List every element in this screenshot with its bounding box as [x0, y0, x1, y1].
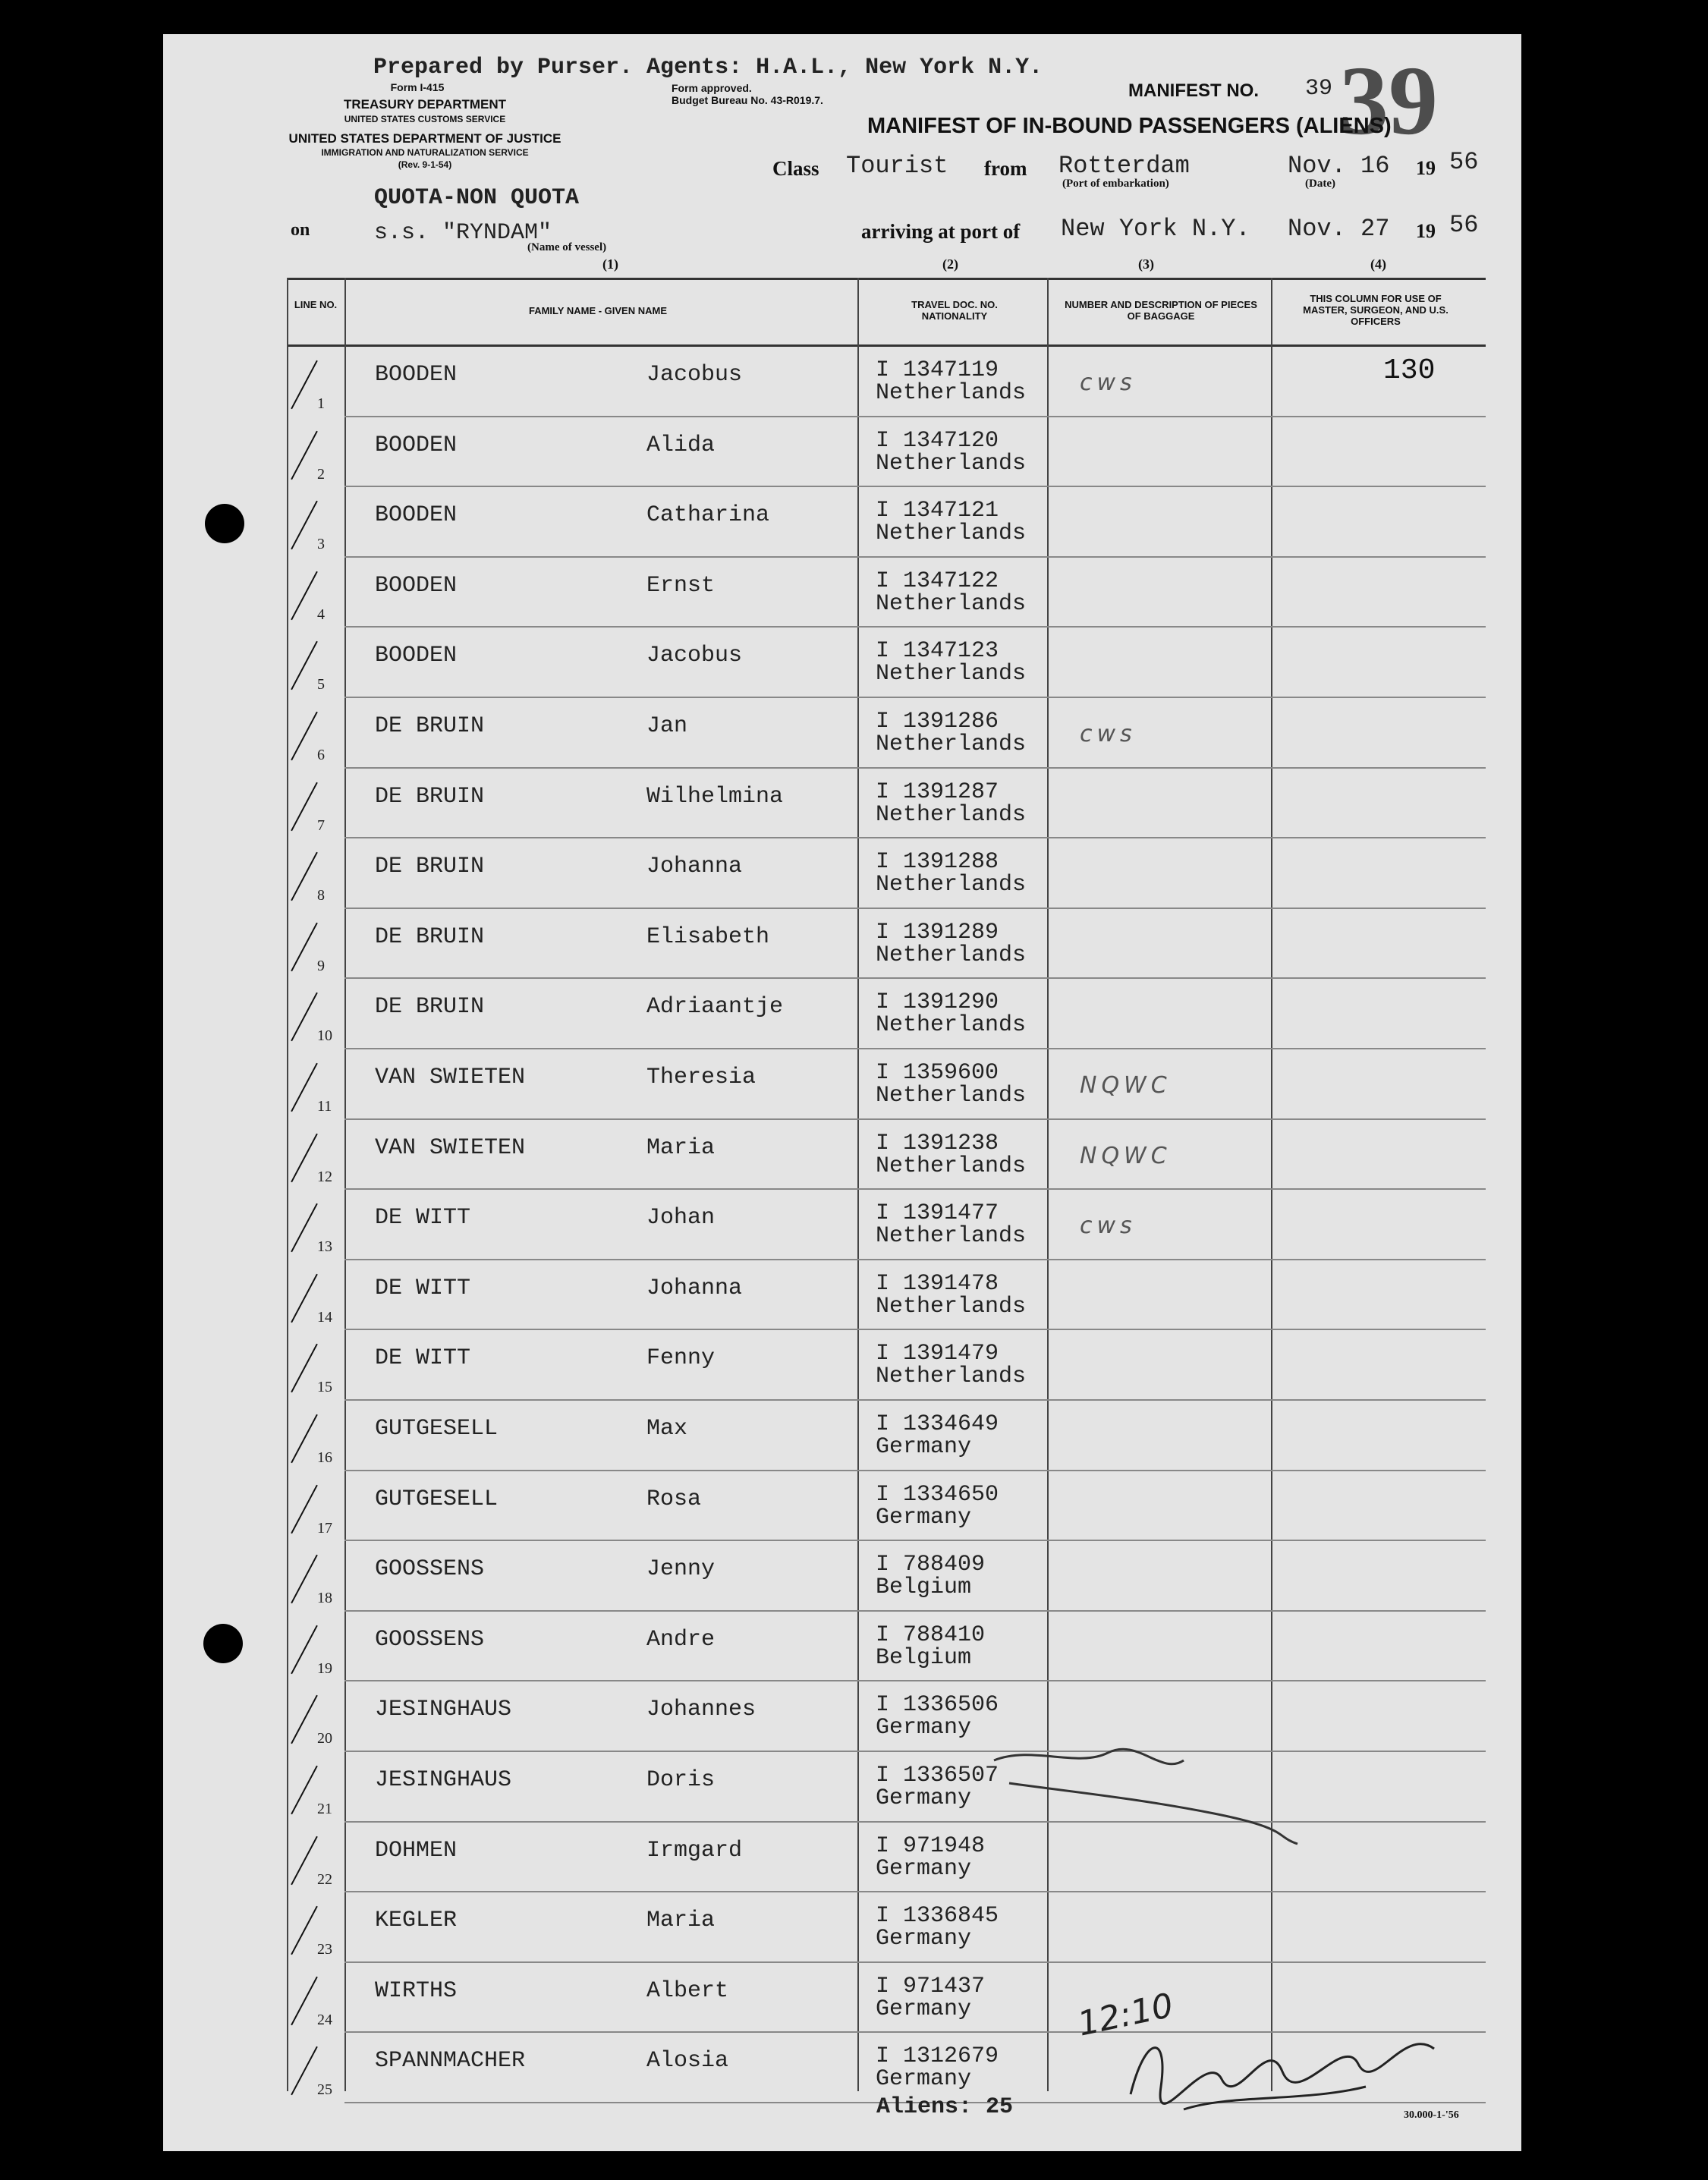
arrival-year: 56: [1449, 211, 1479, 239]
line-number: 5: [317, 676, 325, 694]
family-name: BOODEN: [375, 572, 458, 599]
table-row: [287, 909, 1486, 980]
family-name: GOOSSENS: [375, 1556, 485, 1583]
revision: (Rev. 9-1-54): [398, 159, 452, 170]
line-number: 12: [317, 1168, 332, 1185]
officer-note: 130: [1383, 354, 1436, 387]
travel-doc-no: I 1391288: [876, 849, 999, 876]
nationality: Netherlands: [876, 1364, 1027, 1390]
family-name: SPANNMACHER: [375, 2048, 526, 2075]
family-name: BOODEN: [375, 432, 458, 458]
header-travel-doc: TRAVEL DOC. NO. NATIONALITY: [911, 299, 998, 322]
nationality: Germany: [876, 1434, 972, 1460]
nationality: Belgium: [876, 1574, 972, 1601]
prepared-by-line: Prepared by Purser. Agents: H.A.L., New York N.Y.: [373, 55, 1043, 80]
nationality: Netherlands: [876, 872, 1027, 898]
column-2-number: (2): [942, 256, 958, 272]
immigration-service: IMMIGRATION AND NATURALIZATION SERVICE: [321, 147, 529, 158]
nationality: Netherlands: [876, 450, 1027, 477]
line-number: 2: [317, 465, 325, 483]
given-name: Max: [646, 1416, 688, 1442]
travel-doc-no: I 1391286: [876, 709, 999, 735]
family-name: DE BRUIN: [375, 923, 485, 950]
table-row: [287, 1892, 1486, 1963]
check-mark-icon: [291, 1766, 318, 1815]
given-name: Andre: [646, 1626, 716, 1653]
check-mark-icon: [291, 571, 318, 621]
nationality: Netherlands: [876, 1083, 1027, 1109]
arrival-date: Nov. 27: [1288, 215, 1390, 243]
departure-year: 56: [1449, 148, 1479, 176]
stamp-scribble-icon: [986, 1738, 1305, 1859]
handwritten-time: 12:10: [1074, 1986, 1177, 2044]
table-row: [287, 1260, 1486, 1331]
nationality: Germany: [876, 1715, 972, 1741]
check-mark-icon: [291, 1695, 318, 1744]
line-number: 25: [317, 2081, 332, 2099]
family-name: BOODEN: [375, 502, 458, 529]
family-name: JESINGHAUS: [375, 1767, 512, 1793]
line-number: 22: [317, 1870, 332, 1888]
manifest-no-stamp: 39: [1339, 46, 1438, 156]
check-mark-icon: [291, 1133, 318, 1182]
travel-doc-no: I 1347123: [876, 638, 999, 665]
line-number: 15: [317, 1379, 332, 1396]
travel-doc-no: I 1336507: [876, 1763, 999, 1788]
travel-doc-no: I 971437: [876, 1973, 986, 1999]
table-row: [287, 558, 1486, 628]
given-name: Fenny: [646, 1345, 716, 1372]
check-mark-icon: [291, 360, 318, 410]
signature-icon: [1115, 2003, 1449, 2117]
given-name: Alida: [646, 432, 716, 458]
table-row: [287, 1541, 1486, 1612]
baggage-note: cws: [1080, 370, 1137, 396]
given-name: Irmgard: [646, 1837, 743, 1864]
line-number: 20: [317, 1730, 332, 1747]
nationality: Germany: [876, 2066, 972, 2093]
nationality: Netherlands: [876, 801, 1027, 828]
nationality: Germany: [876, 1504, 972, 1530]
nationality: Netherlands: [876, 1012, 1027, 1039]
check-mark-icon: [291, 1836, 318, 1885]
check-mark-icon: [291, 1555, 318, 1604]
line-number: 16: [317, 1449, 332, 1466]
punch-hole-top: [205, 504, 244, 543]
table-row: [287, 1330, 1486, 1401]
date-caption: (Date): [1305, 178, 1335, 190]
table-row: [287, 838, 1486, 909]
table-row: [287, 769, 1486, 839]
customs-service: UNITED STATES CUSTOMS SERVICE: [344, 114, 506, 124]
check-mark-icon: [291, 1484, 318, 1534]
given-name: Doris: [646, 1767, 716, 1793]
arriving-label: arriving at port of: [861, 220, 1021, 243]
family-name: DE WITT: [375, 1205, 471, 1232]
travel-doc-no: I 788409: [876, 1552, 986, 1578]
family-name: GOOSSENS: [375, 1626, 485, 1653]
travel-doc-no: I 971948: [876, 1832, 986, 1859]
family-name: DE BRUIN: [375, 783, 485, 810]
given-name: Johanna: [646, 854, 743, 880]
manifest-no-value: 39: [1305, 76, 1333, 102]
nationality: Belgium: [876, 1644, 972, 1671]
manifest-no-label: MANIFEST NO.: [1128, 80, 1259, 101]
nationality: Netherlands: [876, 1223, 1027, 1250]
check-mark-icon: [291, 852, 318, 901]
given-name: Johanna: [646, 1275, 743, 1301]
travel-doc-no: I 1347120: [876, 427, 999, 454]
line-number: 6: [317, 747, 325, 763]
vessel-name: s.s. "RYNDAM": [374, 220, 552, 246]
on-label: on: [291, 220, 310, 240]
check-mark-icon: [291, 1063, 318, 1112]
check-mark-icon: [291, 641, 318, 690]
family-name: VAN SWIETEN: [375, 1065, 526, 1090]
given-name: Johan: [646, 1205, 716, 1232]
aliens-count: Aliens: 25: [876, 2094, 1014, 2120]
family-name: JESINGHAUS: [375, 1697, 512, 1723]
quota-line: QUOTA-NON QUOTA: [374, 185, 580, 211]
travel-doc-no: I 1347122: [876, 568, 999, 594]
port-of-embarkation: Rotterdam: [1058, 152, 1190, 180]
line-number: 1: [317, 395, 325, 412]
header-baggage: NUMBER AND DESCRIPTION OF PIECES OF BAGGAGE: [1065, 299, 1257, 322]
nationality: Netherlands: [876, 590, 1027, 617]
check-mark-icon: [291, 1203, 318, 1253]
class-label: Class: [772, 157, 819, 180]
line-number: 8: [317, 887, 325, 904]
header-name: FAMILY NAME - GIVEN NAME: [528, 305, 668, 316]
table-row: [287, 417, 1486, 488]
family-name: VAN SWIETEN: [375, 1134, 526, 1161]
given-name: Elisabeth: [646, 923, 770, 950]
table-row: [287, 1049, 1486, 1120]
family-name: DOHMEN: [375, 1837, 458, 1864]
header-officers: THIS COLUMN FOR USE OF MASTER, SURGEON, AND U.S. OFFICERS: [1303, 293, 1448, 327]
given-name: Maria: [646, 1908, 716, 1934]
check-mark-icon: [291, 501, 318, 550]
line-number: 18: [317, 1590, 332, 1607]
travel-doc-no: I 1391478: [876, 1270, 999, 1297]
line-number: 3: [317, 536, 325, 553]
departure-date-19: 19: [1416, 157, 1436, 179]
line-number: 9: [317, 957, 325, 974]
line-number: 19: [317, 1659, 332, 1677]
check-mark-icon: [291, 2046, 318, 2096]
class-value: Tourist: [846, 152, 948, 180]
travel-doc-no: I 1391238: [876, 1130, 999, 1156]
given-name: Theresia: [646, 1065, 756, 1090]
baggage-note: NQWC: [1080, 1072, 1172, 1099]
given-name: Wilhelmina: [646, 783, 784, 810]
travel-doc-no: I 1336845: [876, 1903, 999, 1930]
table-row: [287, 1612, 1486, 1682]
check-mark-icon: [291, 1906, 318, 1955]
travel-doc-no: I 1334649: [876, 1411, 999, 1437]
check-mark-icon: [291, 1274, 318, 1323]
family-name: BOODEN: [375, 362, 458, 388]
given-name: Albert: [646, 1977, 729, 2004]
table-row: [287, 347, 1486, 417]
given-name: Jacobus: [646, 643, 743, 669]
treasury-dept: TREASURY DEPARTMENT: [343, 97, 507, 112]
travel-doc-no: I 1312679: [876, 2043, 999, 2070]
family-name: DE BRUIN: [375, 994, 485, 1021]
family-name: GUTGESELL: [375, 1416, 499, 1442]
baggage-note: cws: [1080, 721, 1137, 747]
travel-doc-no: I 1391479: [876, 1341, 999, 1367]
check-mark-icon: [291, 923, 318, 972]
given-name: Catharina: [646, 502, 770, 529]
table-row: [287, 1823, 1486, 1893]
column-4-number: (4): [1370, 256, 1386, 272]
punch-hole-bottom: [203, 1624, 243, 1663]
given-name: Jacobus: [646, 362, 743, 388]
given-name: Maria: [646, 1134, 716, 1161]
line-number: 10: [317, 1027, 332, 1045]
nationality: Germany: [876, 1926, 972, 1952]
table-row: [287, 1190, 1486, 1260]
table-row: [287, 487, 1486, 558]
nationality: Germany: [876, 1996, 972, 2022]
baggage-note: cws: [1080, 1213, 1137, 1240]
form-approved: Form approved.: [672, 82, 752, 94]
arrival-date-19: 19: [1416, 220, 1436, 242]
table-row: [287, 698, 1486, 769]
nationality: Netherlands: [876, 731, 1027, 757]
family-name: WIRTHS: [375, 1977, 458, 2004]
table-body: [287, 347, 1486, 2099]
line-number: 23: [317, 1941, 332, 1958]
nationality: Germany: [876, 1855, 972, 1882]
nationality: Netherlands: [876, 380, 1027, 406]
family-name: DE BRUIN: [375, 713, 485, 739]
family-name: DE BRUIN: [375, 854, 485, 880]
given-name: Jenny: [646, 1556, 716, 1583]
family-name: DE WITT: [375, 1345, 471, 1372]
travel-doc-no: I 1391289: [876, 919, 999, 945]
family-name: KEGLER: [375, 1908, 458, 1934]
travel-doc-no: I 1334650: [876, 1481, 999, 1508]
table-row: [287, 628, 1486, 698]
table-row: [287, 1120, 1486, 1191]
form-code: 30.000-1-'56: [1404, 2109, 1459, 2121]
line-number: 24: [317, 2011, 332, 2028]
line-number: 13: [317, 1238, 332, 1256]
line-number: 21: [317, 1801, 332, 1817]
given-name: Johannes: [646, 1697, 756, 1723]
line-number: 7: [317, 816, 325, 834]
check-mark-icon: [291, 1625, 318, 1675]
column-3-number: (3): [1138, 256, 1154, 272]
port-caption: (Port of embarkation): [1062, 178, 1169, 190]
given-name: Adriaantje: [646, 994, 784, 1021]
column-1-number: (1): [602, 256, 618, 272]
travel-doc-no: I 1347119: [876, 357, 999, 383]
check-mark-icon: [291, 430, 318, 480]
table-row: [287, 979, 1486, 1049]
check-mark-icon: [291, 992, 318, 1042]
family-name: DE WITT: [375, 1275, 471, 1301]
table-row: [287, 1681, 1486, 1752]
header-line-no: LINE NO.: [294, 299, 338, 310]
given-name: Ernst: [646, 572, 716, 599]
travel-doc-no: I 1391290: [876, 989, 999, 1016]
line-number: 11: [317, 1098, 332, 1115]
nationality: Germany: [876, 1785, 972, 1811]
line-number: 4: [317, 606, 325, 623]
given-name: Rosa: [646, 1486, 702, 1512]
table-row: [287, 1752, 1486, 1823]
given-name: Jan: [646, 713, 688, 739]
family-name: GUTGESELL: [375, 1486, 499, 1512]
given-name: Alosia: [646, 2048, 729, 2075]
table-row: [287, 1401, 1486, 1471]
travel-doc-no: I 1391477: [876, 1200, 999, 1227]
travel-doc-no: I 1359600: [876, 1060, 999, 1086]
nationality: Netherlands: [876, 521, 1027, 547]
check-mark-icon: [291, 1344, 318, 1393]
check-mark-icon: [291, 782, 318, 831]
travel-doc-no: I 1347121: [876, 498, 999, 524]
nationality: Netherlands: [876, 661, 1027, 687]
arrival-port: New York N.Y.: [1061, 215, 1250, 243]
departure-date: Nov. 16: [1288, 152, 1390, 180]
check-mark-icon: [291, 1414, 318, 1464]
baggage-note: NQWC: [1080, 1142, 1172, 1169]
from-label: from: [984, 157, 1027, 180]
manifest-title: MANIFEST OF IN-BOUND PASSENGERS (ALIENS): [867, 114, 1392, 138]
line-number: 14: [317, 1308, 332, 1326]
nationality: Netherlands: [876, 1293, 1027, 1320]
travel-doc-no: I 1336506: [876, 1692, 999, 1719]
travel-doc-no: I 788410: [876, 1622, 986, 1648]
check-mark-icon: [291, 712, 318, 761]
vessel-caption: (Name of vessel): [527, 241, 607, 253]
form-number: Form I-415: [390, 81, 445, 93]
nationality: Netherlands: [876, 1153, 1027, 1179]
passenger-table: [287, 278, 1486, 2099]
table-row: [287, 1471, 1486, 1542]
justice-dept: UNITED STATES DEPARTMENT OF JUSTICE: [288, 131, 561, 146]
travel-doc-no: I 1391287: [876, 779, 999, 805]
family-name: BOODEN: [375, 643, 458, 669]
check-mark-icon: [291, 1977, 318, 2026]
nationality: Netherlands: [876, 942, 1027, 968]
budget-bureau: Budget Bureau No. 43-R019.7.: [672, 94, 823, 106]
line-number: 17: [317, 1519, 332, 1537]
